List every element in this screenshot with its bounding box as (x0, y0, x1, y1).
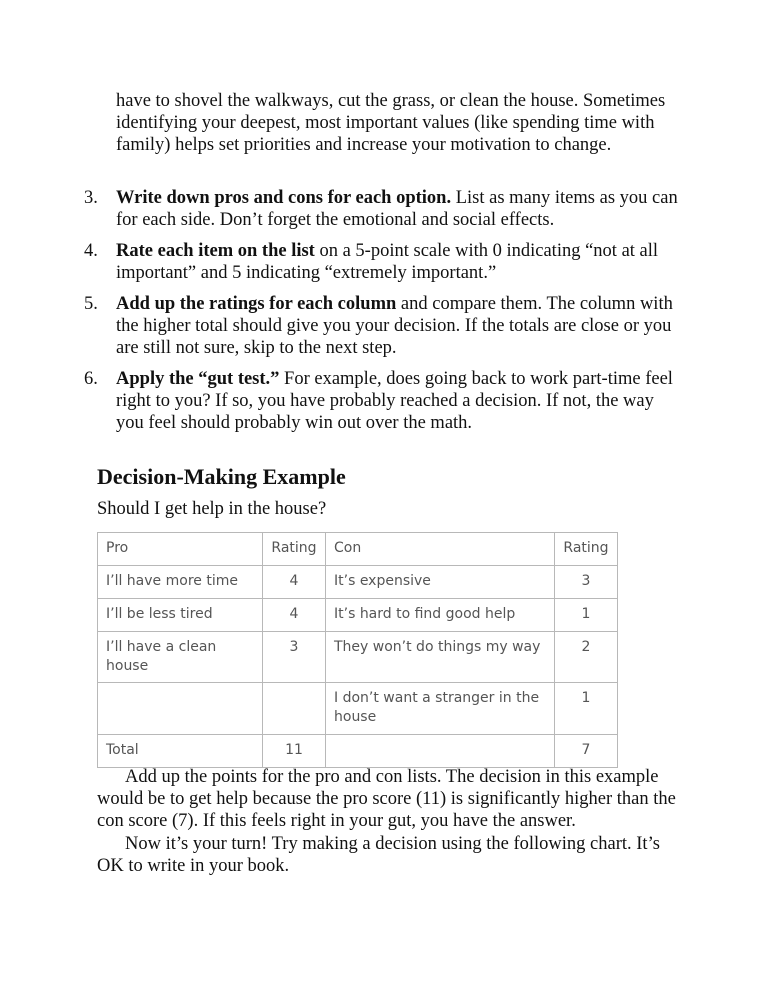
step-number: 5. (84, 294, 98, 314)
header-con-rating: Rating (555, 533, 618, 566)
table-total-row (98, 735, 618, 768)
step-title: Apply the “gut test.” (116, 369, 280, 389)
pro-cell: I’ll have more time (98, 566, 263, 599)
example-question: Should I get help in the house? (97, 499, 327, 519)
step-number: 3. (84, 188, 98, 208)
explanation-paragraph (97, 766, 687, 832)
step-item (80, 187, 680, 231)
table-header-row (98, 533, 618, 566)
table-row (98, 632, 618, 683)
step-title: Rate each item on the list (116, 241, 315, 261)
con-cell: It’s expensive (326, 566, 555, 599)
pro-total-cell: 11 (263, 735, 326, 768)
section-heading: Decision-Making Example (97, 464, 346, 489)
con-total-cell: 7 (555, 735, 618, 768)
pro-rating-cell: 3 (263, 632, 326, 683)
con-cell: They won’t do things my way (326, 632, 555, 683)
pro-rating-cell (263, 683, 326, 735)
step-title: Write down pros and cons for each option. (116, 188, 452, 208)
decision-table (97, 532, 618, 768)
step-item (80, 293, 680, 359)
con-rating-cell: 1 (555, 683, 618, 735)
pro-rating-cell: 4 (263, 566, 326, 599)
step-text: For example, does going back to work part-time feel right to you? If so, you have probably reached a decision. If not, the way you feel should probably win out over the math. (116, 369, 673, 433)
step-item (80, 240, 680, 284)
table-row (98, 683, 618, 735)
pro-cell (98, 683, 263, 735)
pro-cell: I’ll be less tired (98, 599, 263, 632)
pro-cell: I’ll have a clean house (98, 632, 263, 683)
table-row (98, 599, 618, 632)
table-row (98, 566, 618, 599)
steps-list (80, 187, 680, 443)
con-cell: I don’t want a stranger in the house (326, 683, 555, 735)
con-rating-cell: 1 (555, 599, 618, 632)
con-rating-cell: 3 (555, 566, 618, 599)
con-rating-cell: 2 (555, 632, 618, 683)
paragraph-text: Add up the points for the pro and con lists. The decision in this example would be to get help because the pro score (11) is significantly higher than the con score (7). If this feels right in your gut, you have the answer. (97, 767, 676, 831)
con-cell: It’s hard to find good help (326, 599, 555, 632)
header-pro: Pro (98, 533, 263, 566)
header-con: Con (326, 533, 555, 566)
step-number: 4. (84, 241, 98, 261)
step-text: and compare them. The column with the higher total should give you your decision. If the totals are close or you are still not sure, skip to the next step. (116, 294, 673, 358)
instruction-paragraph (97, 833, 687, 877)
step-text: List as many items as you can for each side. Don’t forget the emotional and social effects. (116, 188, 678, 230)
header-pro-rating: Rating (263, 533, 326, 566)
paragraph-text: Now it’s your turn! Try making a decision using the following chart. It’s OK to write in your book. (97, 834, 660, 876)
pro-rating-cell: 4 (263, 599, 326, 632)
con-empty-cell (326, 735, 555, 768)
step-title: Add up the ratings for each column (116, 294, 397, 314)
continuation-text: have to shovel the walkways, cut the grass, or clean the house. Sometimes identifying your deepest, most important values (like spending time with family) helps set priorities and increase your motivation to change. (116, 91, 666, 155)
step-number: 6. (84, 369, 98, 389)
step-item (80, 368, 680, 434)
total-label-cell: Total (98, 735, 263, 768)
step-text: on a 5-point scale with 0 indicating “not at all important” and 5 indicating “extremely important.” (116, 241, 659, 283)
